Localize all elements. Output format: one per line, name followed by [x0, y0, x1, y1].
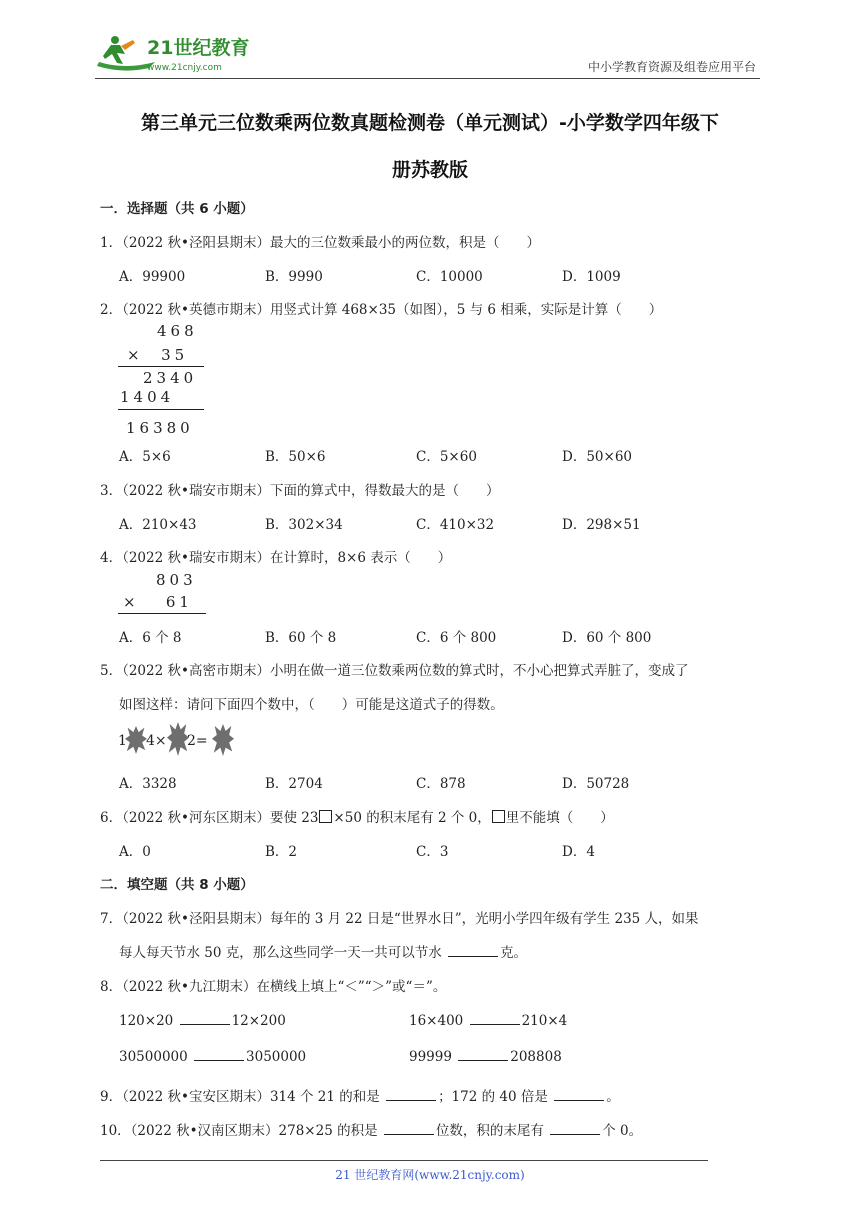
q2-calc-line2	[118, 409, 204, 410]
answer-blank[interactable]	[180, 1012, 230, 1025]
q5-option-c: C．878	[416, 776, 466, 792]
doc-title-line2: 册苏教版	[391, 159, 468, 181]
q4-option-b: B．60 个 8	[265, 630, 337, 646]
question-10-stem	[100, 1119, 642, 1139]
q2-calc-line1	[118, 366, 204, 367]
logo-text: 21世纪教育	[147, 37, 250, 59]
q4-option-c: C．6 个 800	[416, 630, 497, 646]
q8-item-2-right: 210×4	[521, 1013, 568, 1029]
footer-link[interactable]: 21 世纪教育网(www.21cnjy.com)	[335, 1168, 525, 1182]
q5-smudge-2	[167, 722, 189, 756]
question-5-stem-line1: 5．（2022 秋•高密市期末）小明在做一道三位数乘两位数的算式时，不小心把算式弄脏了，变成了	[100, 663, 689, 679]
q4-option-d: D．60 个 800	[562, 630, 652, 646]
q8-item-4-right: 208808	[510, 1049, 562, 1065]
platform-name: 中小学教育资源及组卷应用平台	[587, 60, 756, 74]
q5-expr-part3: 2=	[187, 733, 208, 749]
doc-title-line1: 第三单元三位数乘两位数真题检测卷（单元测试）-小学数学四年级下	[141, 112, 719, 134]
q10-part2: 位数，积的末尾有	[435, 1123, 549, 1139]
answer-blank[interactable]	[470, 1012, 520, 1025]
q6-stem-part1: 6．（2022 秋•河东区期末）要使 23	[100, 810, 319, 826]
q2-calc-row1: 468	[157, 322, 198, 340]
question-4-stem: 4．（2022 秋•瑞安市期末）在计算时，8×6 表示（ ）	[100, 550, 452, 566]
q2-option-c: C．5×60	[416, 449, 477, 465]
q6-stem-part2: ×50 的积末尾有 2 个 0，	[333, 810, 491, 826]
q8-item-4	[409, 1048, 562, 1065]
q8-item-3-right: 3050000	[246, 1049, 307, 1065]
q1-option-b: B．9990	[265, 269, 323, 285]
question-9-stem	[100, 1085, 620, 1105]
site-logo	[95, 32, 255, 76]
q2-option-d: D．50×60	[562, 449, 632, 465]
q5-smudge-3	[212, 724, 234, 756]
q8-item-1-right: 12×200	[231, 1013, 286, 1029]
answer-blank[interactable]	[448, 944, 498, 957]
q2-calc-row3: 2340	[143, 369, 198, 387]
q3-option-c: C．410×32	[416, 517, 495, 533]
question-2-stem: 2．（2022 秋•英德市期末）用竖式计算 468×35（如图），5 与 6 相乘，实际是计算（ ）	[100, 302, 663, 318]
q2-option-a: A．5×6	[119, 449, 171, 465]
empty-box-icon	[492, 810, 505, 823]
q4-calc-line	[118, 613, 206, 614]
q9-part3: 。	[606, 1089, 620, 1105]
q5-expr-part2: 4×	[146, 733, 167, 749]
q6-option-b: B．2	[265, 844, 298, 860]
question-7-stem-line2	[119, 941, 527, 961]
q5-option-a: A．3328	[119, 776, 177, 792]
q2-calc-row4: 1404	[120, 388, 175, 406]
question-7-stem-line1: 7．（2022 秋•泾阳县期末）每年的 3 月 22 日是“世界水日”，光明小学四年级有学生 235 人，如果	[100, 911, 699, 927]
answer-blank[interactable]	[194, 1048, 244, 1061]
q5-option-b: B．2704	[265, 776, 323, 792]
logo-url: www.21cnjy.com	[147, 63, 222, 73]
q9-part2: ；172 的 40 倍是	[438, 1089, 553, 1105]
q3-option-d: D．298×51	[562, 517, 641, 533]
q8-item-2-left: 16×400	[409, 1013, 468, 1029]
q5-expr-part1: 1	[118, 733, 127, 749]
q4-option-a: A．6 个 8	[119, 630, 182, 646]
q10-part1: 10．（2022 秋•汉南区期末）278×25 的积是	[100, 1123, 382, 1139]
q8-item-3-left: 30500000	[119, 1049, 193, 1065]
answer-blank[interactable]	[384, 1122, 434, 1135]
q1-option-a: A．99900	[119, 269, 186, 285]
q2-calc-row2: × 35	[127, 346, 189, 364]
q4-calc-row2: × 61	[123, 593, 193, 611]
q9-part1: 9．（2022 秋•宝安区期末）314 个 21 的和是	[100, 1089, 385, 1105]
q5-smudge-1	[125, 726, 147, 754]
q1-option-c: C．10000	[416, 269, 483, 285]
section-heading-choice: 一．选择题（共 6 小题）	[100, 201, 254, 217]
q8-item-2	[409, 1012, 567, 1029]
answer-blank[interactable]	[550, 1122, 600, 1135]
q4-calc-row1: 803	[156, 571, 197, 589]
q1-option-d: D．1009	[562, 269, 621, 285]
q3-option-b: B．302×34	[265, 517, 343, 533]
page-header	[95, 30, 760, 79]
q7-stem-unit: 克。	[500, 945, 528, 961]
q8-item-3	[119, 1048, 306, 1065]
question-3-stem: 3．（2022 秋•瑞安市期末）下面的算式中，得数最大的是（ ）	[100, 483, 500, 499]
q7-stem-text: 每人每天节水 50 克，那么这些同学一天一共可以节水	[119, 945, 447, 961]
q10-part3: 个 0。	[602, 1123, 643, 1139]
answer-blank[interactable]	[554, 1088, 604, 1101]
q6-option-c: C．3	[416, 844, 449, 860]
question-5-stem-line2: 如图这样：请问下面四个数中，（ ）可能是这道式子的得数。	[119, 697, 504, 713]
question-6-stem	[100, 806, 614, 826]
q2-option-b: B．50×6	[265, 449, 326, 465]
question-1-stem: 1．（2022 秋•泾阳县期末）最大的三位数乘最小的两位数，积是（ ）	[100, 235, 540, 251]
footer-divider	[100, 1160, 708, 1161]
q3-option-a: A．210×43	[119, 517, 197, 533]
q2-calc-row5: 16380	[126, 419, 194, 437]
q6-option-a: A．0	[119, 844, 151, 860]
empty-box-icon	[319, 810, 332, 823]
q8-item-1	[119, 1012, 286, 1029]
question-8-stem: 8．（2022 秋•九江期末）在横线上填上“＜”“＞”或“＝”。	[100, 979, 447, 995]
q8-item-4-left: 99999	[409, 1049, 457, 1065]
q6-stem-part3: 里不能填（ ）	[505, 810, 614, 826]
answer-blank[interactable]	[458, 1048, 508, 1061]
q5-option-d: D．50728	[562, 776, 630, 792]
q6-option-d: D．4	[562, 844, 595, 860]
section-heading-fill: 二．填空题（共 8 小题）	[100, 877, 254, 893]
q8-item-1-left: 120×20	[119, 1013, 178, 1029]
answer-blank[interactable]	[386, 1088, 436, 1101]
